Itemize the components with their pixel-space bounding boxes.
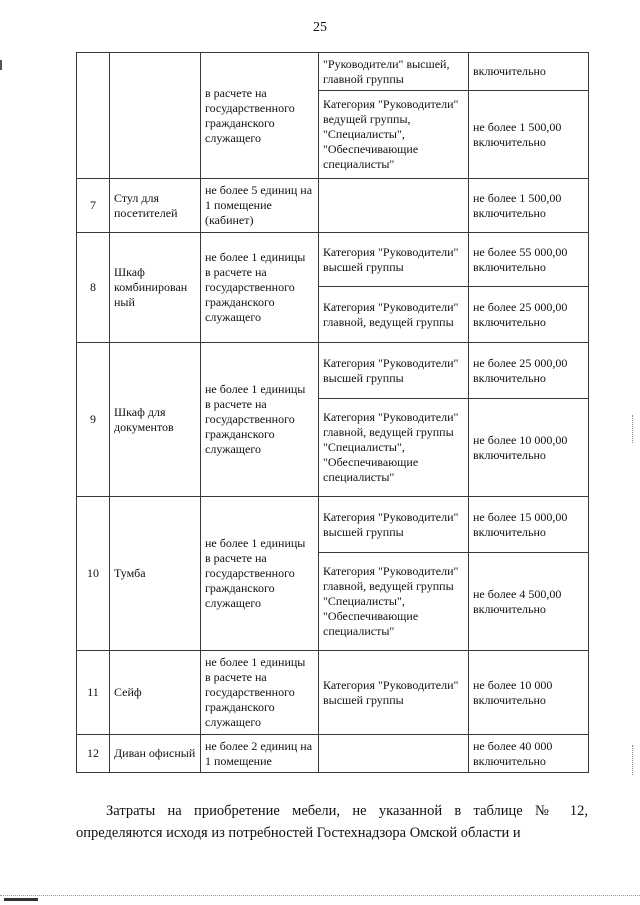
price-cell: не более 25 000,00 включительно: [469, 287, 589, 343]
table-row: [77, 179, 589, 233]
category-cell: Категория "Руководители" главной, ведущей группы "Специалисты", "Обеспечивающие специалисты": [319, 553, 469, 651]
item-name-cell: Шкаф для документов: [110, 343, 201, 497]
price-cell: не более 10 000,00 включительно: [469, 399, 589, 497]
row-number-cell: 8: [77, 233, 110, 343]
quantity-norm-cell: не более 1 единицы в расчете на государственного гражданского служащего: [201, 343, 319, 497]
quantity-norm-cell: не более 5 единиц на 1 помещение (кабинет): [201, 179, 319, 233]
category-cell: Категория "Руководители" высшей группы: [319, 651, 469, 735]
price-cell: включительно: [469, 53, 589, 91]
row-number-cell: 7: [77, 179, 110, 233]
price-cell: не более 10 000 включительно: [469, 651, 589, 735]
category-cell: Категория "Руководители" главной, ведущей группы: [319, 287, 469, 343]
page-number: 25: [313, 20, 327, 35]
price-cell: не более 25 000,00 включительно: [469, 343, 589, 399]
body-paragraph: Затраты на приобретение мебели, не указанной в таблице № 12, определяются исходя из потребностей Гостехнадзора Омской области и: [76, 803, 588, 841]
price-cell: не более 1 500,00 включительно: [469, 91, 589, 179]
row-number-cell: 9: [77, 343, 110, 497]
price-cell: не более 55 000,00 включительно: [469, 233, 589, 287]
price-cell: не более 40 000 включительно: [469, 735, 589, 773]
category-cell: Категория "Руководители" ведущей группы, "Специалисты", "Обеспечивающие специалисты": [319, 91, 469, 179]
table-row: [77, 735, 589, 773]
quantity-norm-cell: не более 1 единицы в расчете на государственного гражданского служащего: [201, 497, 319, 651]
item-name-cell: [110, 53, 201, 179]
price-cell: не более 4 500,00 включительно: [469, 553, 589, 651]
scan-artifact-left: [0, 60, 2, 70]
quantity-norm-cell: не более 2 единиц на 1 помещение: [201, 735, 319, 773]
category-cell: Категория "Руководители" высшей группы: [319, 497, 469, 553]
table-row: [77, 233, 589, 287]
category-cell: "Руководители" высшей, главной группы: [319, 53, 469, 91]
furniture-norms-table: [76, 52, 589, 773]
category-cell: Категория "Руководители" высшей группы: [319, 233, 469, 287]
price-cell: не более 1 500,00 включительно: [469, 179, 589, 233]
quantity-norm-cell: не более 1 единицы в расчете на государственного гражданского служащего: [201, 233, 319, 343]
category-cell: [319, 735, 469, 773]
category-cell: [319, 179, 469, 233]
scan-artifact-right: [632, 745, 634, 775]
scan-artifact-bottom-line: [0, 895, 640, 897]
table-row: [77, 343, 589, 399]
scan-artifact-right: [632, 415, 634, 443]
category-cell: Категория "Руководители" главной, ведущей группы "Специалисты", "Обеспечивающие специалисты": [319, 399, 469, 497]
price-cell: не более 15 000,00 включительно: [469, 497, 589, 553]
category-cell: Категория "Руководители" высшей группы: [319, 343, 469, 399]
quantity-norm-cell: не более 1 единицы в расчете на государственного гражданского служащего: [201, 651, 319, 735]
table-row: [77, 53, 589, 91]
scan-artifact-bottom-dash: [4, 898, 38, 901]
item-name-cell: Сейф: [110, 651, 201, 735]
item-name-cell: Диван офисный: [110, 735, 201, 773]
row-number-cell: 12: [77, 735, 110, 773]
table-row: [77, 497, 589, 553]
item-name-cell: Тумба: [110, 497, 201, 651]
table-row: [77, 651, 589, 735]
item-name-cell: Стул для посетителей: [110, 179, 201, 233]
item-name-cell: Шкаф комбинирован ный: [110, 233, 201, 343]
row-number-cell: [77, 53, 110, 179]
quantity-norm-cell: в расчете на государственного гражданского служащего: [201, 53, 319, 179]
row-number-cell: 10: [77, 497, 110, 651]
row-number-cell: 11: [77, 651, 110, 735]
